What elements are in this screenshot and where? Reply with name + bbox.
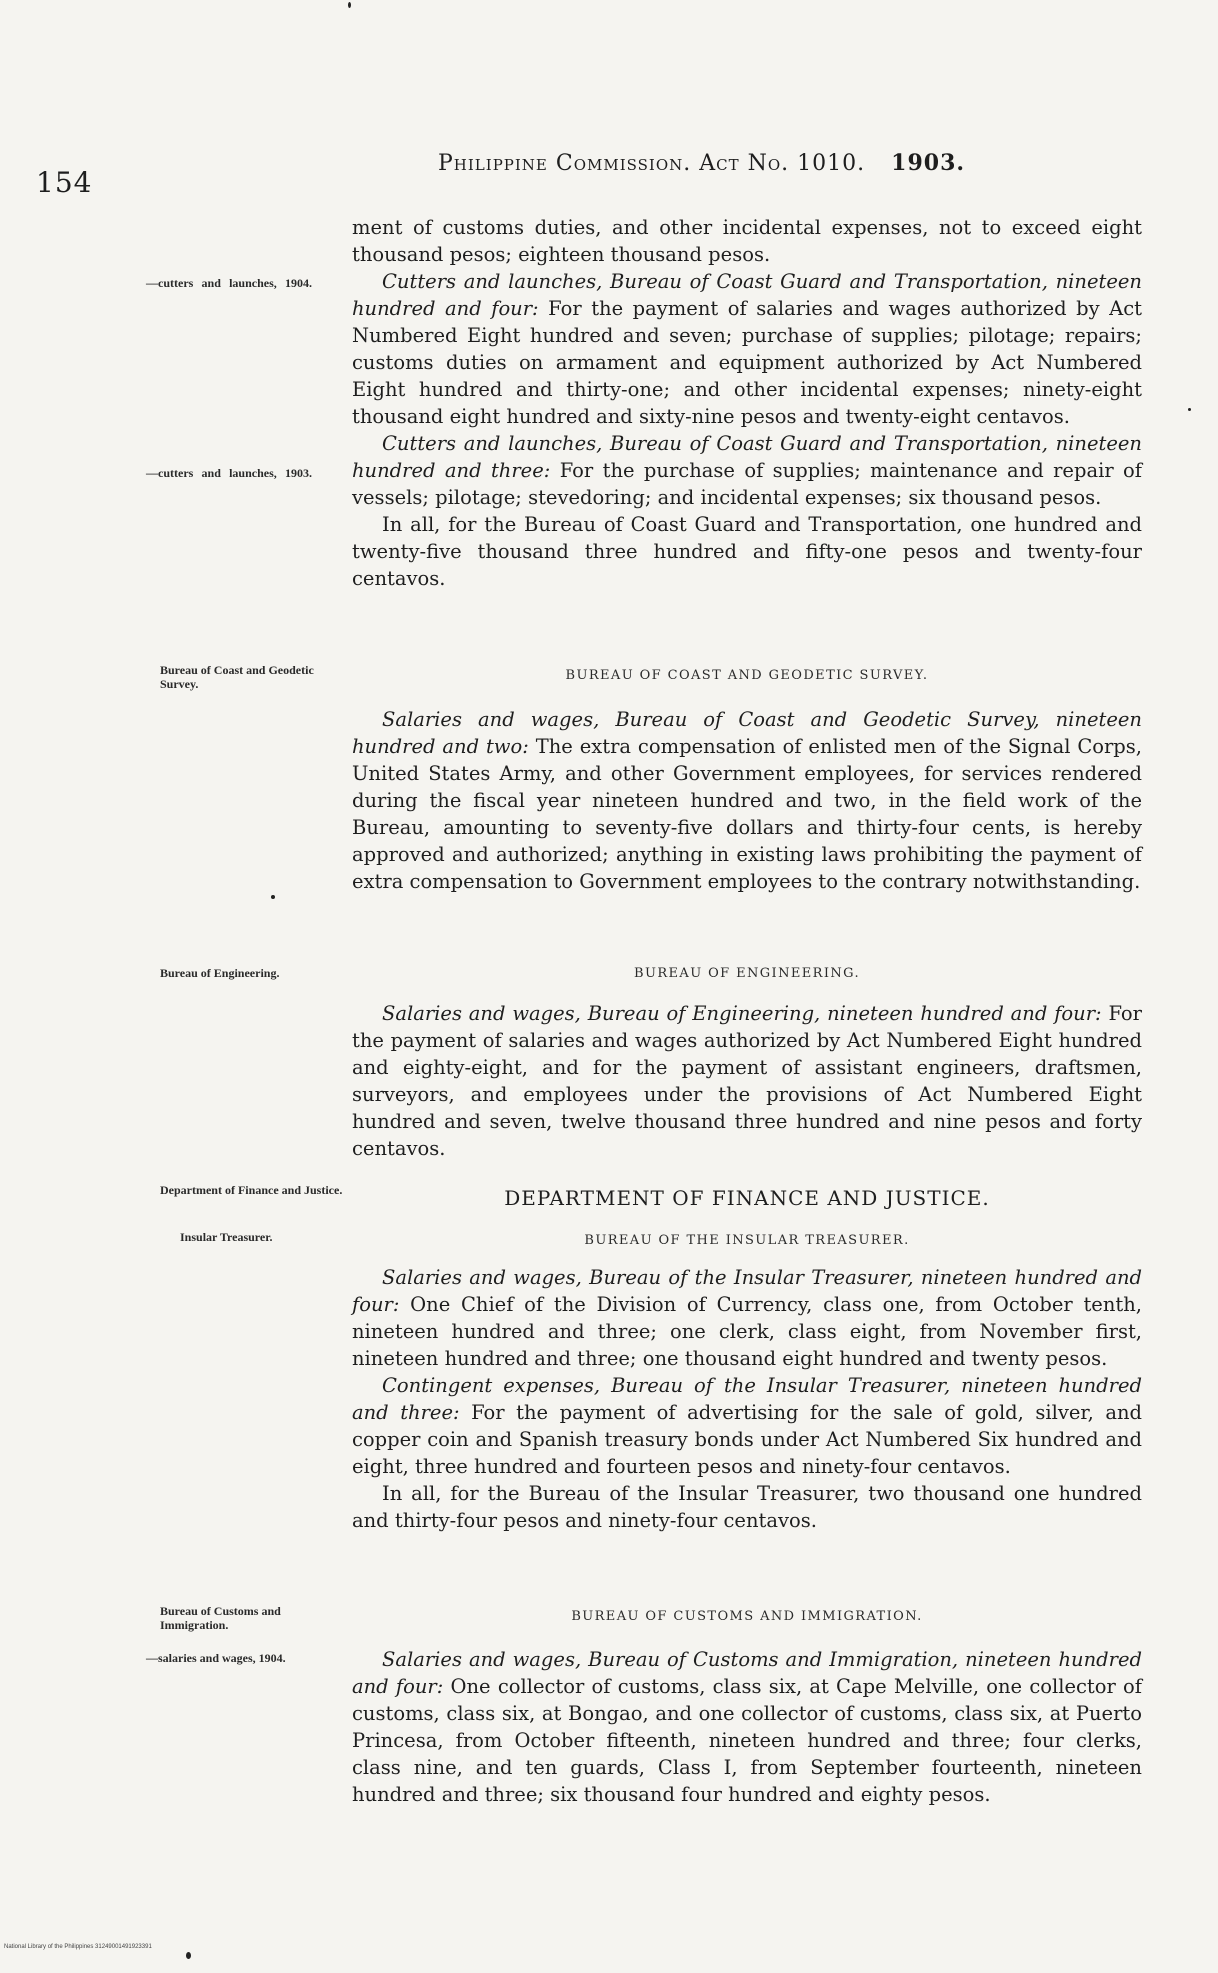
heading-customs-immigration: BUREAU OF CUSTOMS AND IMMIGRATION.: [571, 1609, 923, 1624]
page-number: 154: [36, 166, 93, 199]
paragraph-cutters-1904: [352, 268, 1142, 430]
heading-coast-geodetic: BUREAU OF COAST AND GEODETIC SURVEY.: [565, 668, 929, 683]
customs-title: Salaries and wages, Bureau of Customs and Immigration, nineteen hundred and four:: [352, 1648, 1142, 1698]
contingent-title: Contingent expenses, Bureau of the Insular Treasurer, nineteen hundred and three:: [352, 1374, 1142, 1424]
contingent-text: For the payment of advertising for the sale of gold, silver, and copper coin and Spanish treasury bonds under Act Numbered Six hundred and eight, three hundred and fourteen pesos and ninety-four centavos.: [352, 1401, 1142, 1478]
paragraph-coast-guard-total: In all, for the Bureau of Coast Guard and Transportation, one hundred and twenty-five thousand three hundred and fifty-one pesos and twenty-four centavos.: [352, 513, 1142, 590]
body-block-treasurer: [352, 1264, 1142, 1534]
body-block-coast-geodetic: [352, 706, 1142, 895]
coast-geodetic-title: Salaries and wages, Bureau of Coast and Geodetic Survey, nineteen hundred and two:: [352, 708, 1142, 758]
engineering-text: For the payment of salaries and wages authorized by Act Numbered Eight hundred and eighty-eight, and for the payment of assistant engineers, draftsmen, surveyors, and employees under the provisions of Act Numbered Eight hundred and seven, twelve thousand three hundred and nine pesos and forty centavos.: [352, 1002, 1142, 1160]
paragraph-customs: [352, 1646, 1142, 1808]
heading-engineering: BUREAU OF ENGINEERING.: [634, 966, 860, 981]
digitization-footer: National Library of the Philippines 31249001491923391: [4, 1944, 152, 1950]
cutters-1904-title: Cutters and launches, Bureau of Coast Guard and Transportation, nineteen hundred and four:: [352, 270, 1142, 320]
scan-speck: [348, 2, 351, 8]
paragraph-intro: ment of customs duties, and other incidental expenses, not to exceed eight thousand pesos; eighteen thousand pesos.: [352, 216, 1142, 266]
paragraph-cutters-1903: [352, 430, 1142, 511]
paragraph-coast-geodetic: [352, 706, 1142, 895]
sidenote-cutters-1903: —cutters and launches, 1903.: [146, 466, 312, 480]
scan-speck: [1188, 408, 1191, 411]
paragraph-treasurer-total: In all, for the Bureau of the Insular Treasurer, two thousand one hundred and thirty-four pesos and ninety-four centavos.: [352, 1482, 1142, 1532]
treasurer-text: One Chief of the Division of Currency, class one, from October tenth, nineteen hundred and three; one clerk, class eight, from November first, nineteen hundred and three; one thousand eight hundred and twenty pesos.: [352, 1293, 1142, 1370]
running-title: Philippine Commission. Act No. 1010.: [438, 151, 866, 176]
sidenote-salaries-1904: —salaries and wages, 1904.: [146, 1651, 286, 1665]
heading-insular-treasurer: BUREAU OF THE INSULAR TREASURER.: [584, 1233, 910, 1248]
heading-finance-justice: DEPARTMENT OF FINANCE AND JUSTICE.: [504, 1186, 990, 1210]
body-block-customs: [352, 1646, 1142, 1808]
cutters-1903-title: Cutters and launches, Bureau of Coast Guard and Transportation, nineteen hundred and three:: [352, 432, 1142, 482]
sidenote-customs-immigration: Bureau of Customs and Immigration.: [160, 1604, 281, 1632]
sidenote-insular-treasurer: Insular Treasurer.: [180, 1230, 273, 1244]
customs-text: One collector of customs, class six, at Cape Melville, one collector of customs, class six, at Bongao, and one collector of customs, class six, at Puerto Princesa, from October fifteenth, nineteen hundred and three; four clerks, class nine, and ten guards, Class I, from September fourteenth, nineteen hundred and three; six thousand four hundred and eighty pesos.: [352, 1675, 1142, 1806]
sidenote-cutters-1904: —cutters and launches, 1904.: [146, 276, 312, 290]
engineering-title: Salaries and wages, Bureau of Engineering, nineteen hundred and four:: [382, 1002, 1102, 1025]
body-block-coast-guard: [352, 214, 1142, 592]
cutters-1903-text: For the purchase of supplies; maintenance and repair of vessels; pilotage; stevedoring; and incidental expenses; six thousand pesos.: [352, 459, 1142, 509]
sidenote-finance-justice: Department of Finance and Justice.: [160, 1183, 343, 1197]
running-head: [438, 150, 965, 176]
scan-speck: [186, 1952, 191, 1959]
treasurer-title: Salaries and wages, Bureau of the Insular Treasurer, nineteen hundred and four:: [352, 1266, 1142, 1316]
running-year: 1903.: [891, 150, 966, 176]
paragraph-treasurer-contingent: [352, 1372, 1142, 1480]
scan-speck: [271, 895, 275, 899]
sidenote-coast-geodetic: Bureau of Coast and Geodetic Survey.: [160, 663, 314, 691]
paragraph-treasurer-salaries: [352, 1264, 1142, 1372]
sidenote-engineering: Bureau of Engineering.: [160, 966, 280, 980]
paragraph-engineering: [352, 1000, 1142, 1162]
coast-geodetic-text: The extra compensation of enlisted men of the Signal Corps, United States Army, and other Government employees, for services rendered during the fiscal year nineteen hundred and two, in the field work of the Bureau, amounting to seventy-five dollars and thirty-four cents, is hereby approved and authorized; anything in existing laws prohibiting the payment of extra compensation to Government employees to the contrary notwithstanding.: [352, 735, 1142, 893]
body-block-engineering: [352, 1000, 1142, 1162]
cutters-1904-text: For the payment of salaries and wages authorized by Act Numbered Eight hundred and seven; purchase of supplies; pilotage; repairs; customs duties on armament and equipment authorized by Act Numbered Eight hundred and thirty-one; and other incidental expenses; ninety-eight thousand eight hundred and sixty-nine pesos and twenty-eight centavos.: [352, 297, 1142, 428]
